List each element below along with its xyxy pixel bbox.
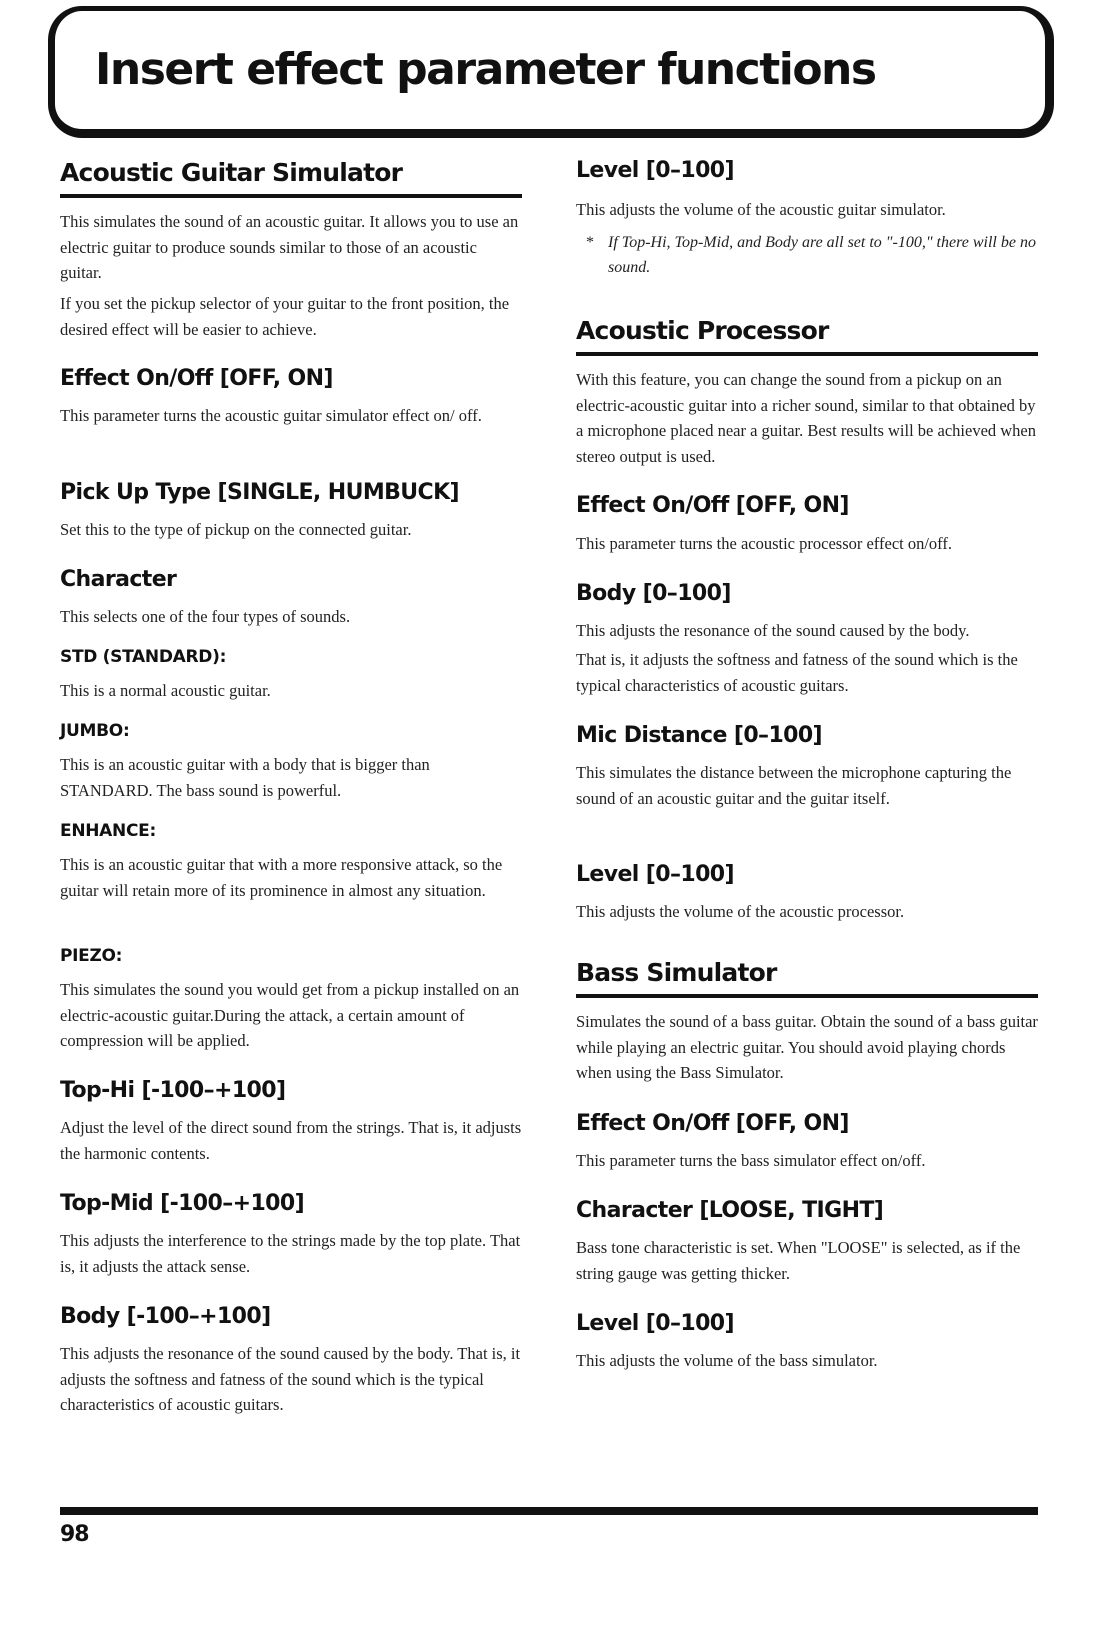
param-heading: Character (60, 567, 177, 592)
param-heading: Effect On/Off [OFF, ON] (60, 366, 333, 391)
paragraph: This parameter turns the bass simulator effect on/off. (576, 1151, 926, 1170)
paragraph: Set this to the type of pickup on the connected guitar. (60, 520, 412, 539)
section-rule (60, 194, 522, 198)
paragraph: This adjusts the volume of the bass simulator. (576, 1351, 878, 1370)
section-heading-acoustic-processor: Acoustic Processor (576, 316, 829, 345)
param-heading: Level [0–100] (576, 1311, 734, 1336)
param-heading: Character [LOOSE, TIGHT] (576, 1198, 884, 1223)
section-rule (576, 352, 1038, 356)
paragraph: Bass tone characteristic is set. When "LOOSE" is selected, as if the string gauge was getting thicker. (576, 1238, 1021, 1283)
param-heading: Top-Hi [-100–+100] (60, 1078, 286, 1103)
paragraph: This adjusts the resonance of the sound caused by the body. That is, it adjusts the softness and fatness of the sound which is the typical characteristics of acoustic guitars. (60, 1344, 521, 1415)
param-heading: Top-Mid [-100–+100] (60, 1191, 305, 1216)
note-text: If Top-Hi, Top-Mid, and Body are all set to "-100," there will be no sound. (608, 234, 1036, 276)
param-heading: Pick Up Type [SINGLE, HUMBUCK] (60, 480, 460, 505)
paragraph: This is a normal acoustic guitar. (60, 681, 271, 700)
section-rule (576, 994, 1038, 998)
option-heading: JUMBO: (60, 721, 130, 741)
param-heading: Level [0–100] (576, 862, 734, 887)
footer-rule (60, 1507, 1038, 1515)
param-heading: Body [-100–+100] (60, 1304, 271, 1329)
page-title: Insert effect parameter functions (95, 44, 876, 95)
note (576, 230, 1038, 280)
section-heading-acoustic-guitar-simulator: Acoustic Guitar Simulator (60, 158, 403, 187)
section-heading-bass-simulator: Bass Simulator (576, 958, 777, 987)
paragraph: This simulates the sound of an acoustic guitar. It allows you to use an electric guitar to produce sounds similar to those of an acoustic guitar. (60, 212, 519, 283)
option-heading: STD (STANDARD): (60, 647, 227, 667)
paragraph: This adjusts the volume of the acoustic processor. (576, 902, 905, 921)
param-heading: Body [0–100] (576, 581, 731, 606)
paragraph: With this feature, you can change the sound from a pickup on an electric-acoustic guitar into a richer sound, similar to that obtained by a microphone placed near a guitar. Best results will be achieved when stereo output is used. (576, 370, 1037, 466)
option-heading: PIEZO: (60, 946, 123, 966)
paragraph: This parameter turns the acoustic processor effect on/off. (576, 534, 953, 553)
paragraph: Simulates the sound of a bass guitar. Obtain the sound of a bass guitar while playing an electric guitar. You should avoid playing chords when using the Bass Simulator. (576, 1012, 1038, 1083)
param-heading: Effect On/Off [OFF, ON] (576, 493, 849, 518)
paragraph: Adjust the level of the direct sound from the strings. That is, it adjusts the harmonic contents. (60, 1118, 522, 1163)
param-heading: Mic Distance [0–100] (576, 723, 823, 748)
paragraph: This selects one of the four types of sounds. (60, 607, 351, 626)
paragraph: This simulates the sound you would get from a pickup installed on an electric-acoustic guitar.During the attack, a certain amount of compression will be applied. (60, 980, 520, 1051)
param-heading: Effect On/Off [OFF, ON] (576, 1111, 849, 1136)
param-heading: Level [0–100] (576, 158, 734, 183)
paragraph: This simulates the distance between the microphone capturing the sound of an acoustic guitar and the guitar itself. (576, 763, 1012, 808)
paragraph: That is, it adjusts the softness and fatness of the sound which is the typical characteristics of acoustic guitars. (576, 650, 1018, 695)
paragraph: This adjusts the resonance of the sound caused by the body. (576, 621, 970, 640)
option-heading: ENHANCE: (60, 821, 156, 841)
paragraph: This is an acoustic guitar with a body that is bigger than STANDARD. The bass sound is powerful. (60, 755, 430, 800)
paragraph: This parameter turns the acoustic guitar simulator effect on/ off. (60, 406, 482, 425)
paragraph: This adjusts the volume of the acoustic guitar simulator. (576, 200, 946, 219)
paragraph: This adjusts the interference to the strings made by the top plate. That is, it adjusts the attack sense. (60, 1231, 521, 1276)
paragraph: This is an acoustic guitar that with a more responsive attack, so the guitar will retain more of its prominence in almost any situation. (60, 855, 503, 900)
note-asterisk: * (586, 234, 594, 251)
paragraph: If you set the pickup selector of your guitar to the front position, the desired effect will be easier to achieve. (60, 294, 510, 339)
page-number: 98 (60, 1522, 89, 1547)
